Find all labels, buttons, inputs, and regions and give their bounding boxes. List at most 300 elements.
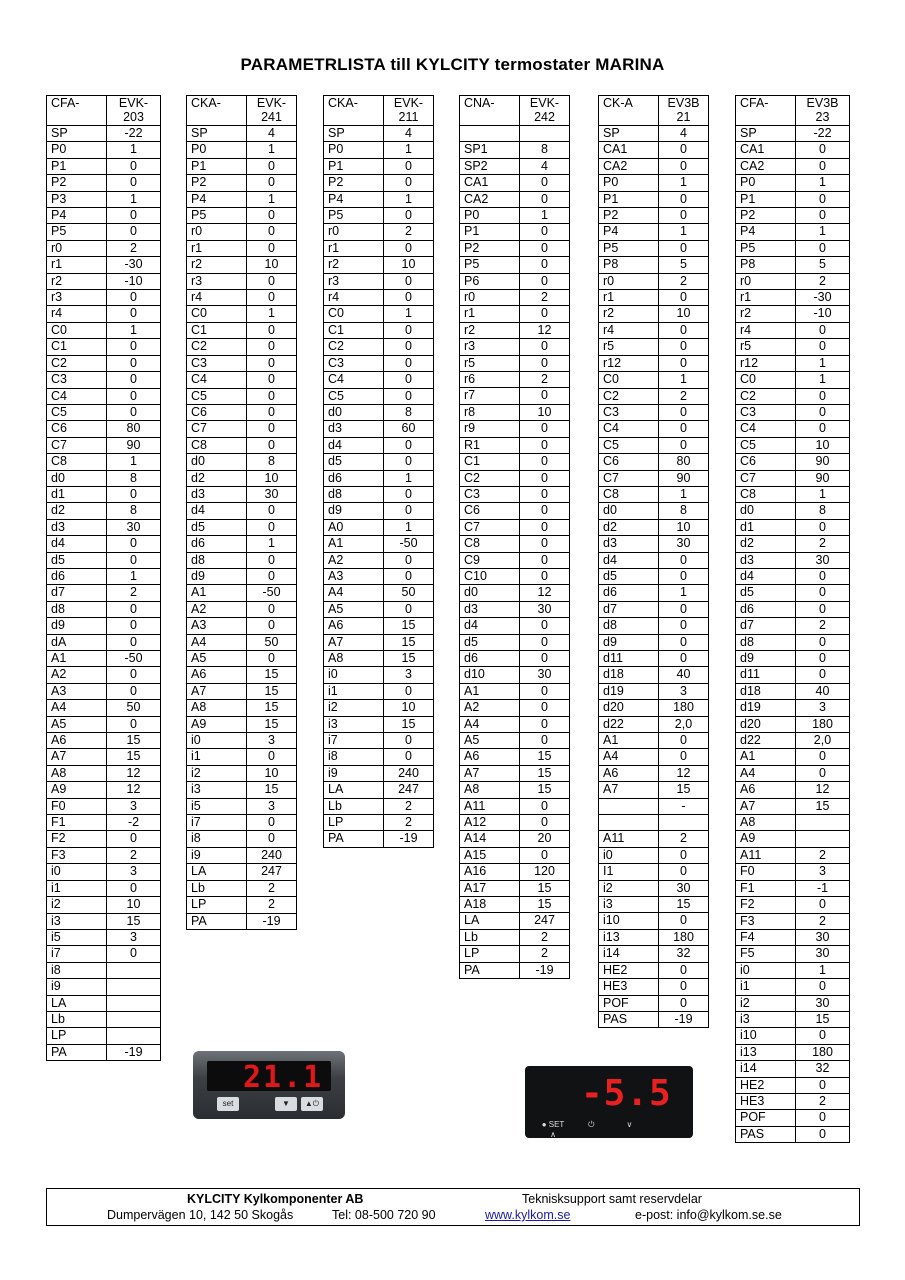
parameter-value: 0 <box>520 536 570 552</box>
parameter-value: 2 <box>384 798 434 814</box>
table-row <box>599 470 709 486</box>
parameter-value: 15 <box>520 782 570 798</box>
table-row <box>47 519 161 535</box>
parameter-value: 15 <box>384 716 434 732</box>
table-row <box>187 421 297 437</box>
table-row <box>324 191 434 207</box>
parameter-code: r0 <box>47 240 107 256</box>
parameter-code: C9 <box>460 552 520 568</box>
parameter-code: d7 <box>736 618 796 634</box>
parameter-value: 180 <box>659 929 709 945</box>
table-row <box>599 372 709 388</box>
table-row <box>187 470 297 486</box>
parameter-code: P2 <box>47 175 107 191</box>
table-row <box>460 847 570 863</box>
table-row <box>599 503 709 519</box>
parameter-value: 0 <box>520 454 570 470</box>
parameter-value: 0 <box>520 683 570 699</box>
parameter-value: 0 <box>247 224 297 240</box>
parameter-value: 0 <box>659 142 709 158</box>
parameter-code: d11 <box>736 667 796 683</box>
table-row <box>324 634 434 650</box>
table-row <box>324 568 434 584</box>
parameter-value: 3 <box>107 929 161 945</box>
table-row <box>736 290 850 306</box>
parameter-code: C1 <box>47 339 107 355</box>
parameter-code: P4 <box>736 224 796 240</box>
parameter-code: d2 <box>47 503 107 519</box>
parameter-value <box>796 831 850 847</box>
parameter-code: d9 <box>187 568 247 584</box>
table-row <box>460 782 570 798</box>
parameter-value: - <box>659 798 709 814</box>
table-row <box>736 126 850 142</box>
table-row <box>187 651 297 667</box>
table-row <box>599 454 709 470</box>
parameter-code: i0 <box>187 733 247 749</box>
table-row <box>599 946 709 962</box>
table-row <box>47 897 161 913</box>
parameter-code: d0 <box>324 404 384 420</box>
parameter-value: -19 <box>520 962 570 978</box>
table-row <box>187 404 297 420</box>
table-row <box>736 880 850 896</box>
parameter-value: 2 <box>796 913 850 929</box>
table-header-row <box>47 96 161 126</box>
parameter-table <box>735 95 850 1143</box>
parameter-code: P4 <box>47 208 107 224</box>
parameter-value: 0 <box>107 372 161 388</box>
table-row <box>599 749 709 765</box>
table-row <box>47 831 161 847</box>
parameter-value: 0 <box>247 355 297 371</box>
table-row <box>187 815 297 831</box>
parameter-code: d0 <box>187 454 247 470</box>
parameter-value: 0 <box>520 634 570 650</box>
parameter-value: -19 <box>384 831 434 847</box>
table-row <box>47 158 161 174</box>
table-row <box>460 240 570 256</box>
parameter-code: i1 <box>47 880 107 896</box>
table-row <box>324 273 434 289</box>
table-row <box>460 585 570 601</box>
parameter-code: A1 <box>460 683 520 699</box>
parameter-value: 0 <box>384 208 434 224</box>
address: Dumpervägen 10, 142 50 Skogås <box>107 1208 294 1222</box>
parameter-value: 2 <box>107 847 161 863</box>
parameter-value: 1 <box>107 142 161 158</box>
parameter-code: LA <box>47 995 107 1011</box>
parameter-code: C4 <box>187 372 247 388</box>
parameter-code: CA1 <box>460 175 520 191</box>
table-row <box>460 404 570 420</box>
parameter-code: P2 <box>736 208 796 224</box>
table-row <box>599 322 709 338</box>
parameter-value: 0 <box>520 716 570 732</box>
parameter-value: 0 <box>796 765 850 781</box>
parameter-value: 0 <box>384 733 434 749</box>
parameter-value: 30 <box>796 929 850 945</box>
table-row <box>736 929 850 945</box>
parameter-code: A7 <box>460 765 520 781</box>
model-prefix: CFA- <box>47 96 107 126</box>
table-row <box>324 749 434 765</box>
parameter-value: 0 <box>384 749 434 765</box>
parameter-value: 0 <box>796 1077 850 1093</box>
parameter-code: P1 <box>460 224 520 240</box>
parameter-value: 15 <box>384 618 434 634</box>
parameter-value: 0 <box>384 601 434 617</box>
parameter-code: d9 <box>324 503 384 519</box>
parameter-value: 2 <box>659 388 709 404</box>
parameter-value: 3 <box>796 700 850 716</box>
parameter-value: 2 <box>520 290 570 306</box>
parameter-code: i5 <box>187 798 247 814</box>
parameter-value: 15 <box>107 913 161 929</box>
parameter-value: 2,0 <box>659 716 709 732</box>
parameter-value: 15 <box>247 667 297 683</box>
parameter-code: i0 <box>599 847 659 863</box>
table-row <box>599 979 709 995</box>
table-row <box>599 765 709 781</box>
table-row <box>736 355 850 371</box>
table-row <box>47 601 161 617</box>
table-row <box>47 568 161 584</box>
table-row <box>187 273 297 289</box>
parameter-code: SP <box>599 126 659 142</box>
support-text: Teknisksupport samt reservdelar <box>522 1192 702 1206</box>
parameter-code: A2 <box>460 700 520 716</box>
parameter-value: 1 <box>247 142 297 158</box>
parameter-value: 15 <box>384 651 434 667</box>
parameter-code: d8 <box>736 634 796 650</box>
table-row <box>599 585 709 601</box>
table-row <box>47 995 161 1011</box>
parameter-code: d6 <box>599 585 659 601</box>
table-row <box>187 618 297 634</box>
parameter-code: R1 <box>460 437 520 453</box>
parameter-value: -10 <box>796 306 850 322</box>
parameter-value: 2 <box>796 847 850 863</box>
parameter-code: d4 <box>599 552 659 568</box>
parameter-value: 0 <box>384 503 434 519</box>
parameter-value: 10 <box>247 765 297 781</box>
parameter-value: 0 <box>520 175 570 191</box>
parameter-code: C4 <box>47 388 107 404</box>
parameter-value: 0 <box>796 1028 850 1044</box>
table-row <box>324 421 434 437</box>
parameter-value: 2 <box>384 815 434 831</box>
parameter-code: r1 <box>599 290 659 306</box>
parameter-value: 50 <box>247 634 297 650</box>
table-row <box>736 913 850 929</box>
table-row <box>324 486 434 502</box>
parameter-value: -50 <box>247 585 297 601</box>
parameter-value: 30 <box>659 536 709 552</box>
parameter-code: C8 <box>736 486 796 502</box>
parameter-code: CA2 <box>599 158 659 174</box>
parameter-value: 0 <box>247 273 297 289</box>
parameter-code: C0 <box>599 372 659 388</box>
parameter-value: 0 <box>107 486 161 502</box>
parameter-code: P5 <box>47 224 107 240</box>
parameter-code: i14 <box>599 946 659 962</box>
parameter-value <box>107 979 161 995</box>
parameter-code: i13 <box>599 929 659 945</box>
parameter-code: A6 <box>460 749 520 765</box>
parameter-value: 0 <box>520 847 570 863</box>
parameter-value: 0 <box>247 175 297 191</box>
table-row <box>47 290 161 306</box>
parameter-value: 15 <box>520 765 570 781</box>
parameter-code: i9 <box>324 765 384 781</box>
parameter-code: C3 <box>460 486 520 502</box>
parameter-code: A3 <box>187 618 247 634</box>
parameter-value: 15 <box>384 634 434 650</box>
table-row <box>47 322 161 338</box>
parameter-code: C2 <box>47 355 107 371</box>
parameter-value: 0 <box>659 979 709 995</box>
parameter-code: C5 <box>324 388 384 404</box>
parameter-value: 0 <box>520 618 570 634</box>
parameter-value: 2 <box>520 946 570 962</box>
parameter-code: i3 <box>47 913 107 929</box>
table-row <box>324 733 434 749</box>
parameter-code: A5 <box>187 651 247 667</box>
table-row <box>187 847 297 863</box>
parameter-value: 5 <box>659 257 709 273</box>
parameter-value: 240 <box>247 847 297 863</box>
table-row <box>599 733 709 749</box>
table-row <box>460 322 570 338</box>
parameter-code: i5 <box>47 929 107 945</box>
parameter-code: A8 <box>324 651 384 667</box>
parameter-value: 0 <box>796 897 850 913</box>
display-digits: 21.1 <box>243 1060 324 1095</box>
table-row <box>324 142 434 158</box>
table-row <box>47 257 161 273</box>
parameter-value: 0 <box>384 290 434 306</box>
parameter-code: F0 <box>736 864 796 880</box>
parameter-code: r7 <box>460 388 520 404</box>
table-row <box>599 847 709 863</box>
table-row <box>599 437 709 453</box>
table-row <box>460 929 570 945</box>
parameter-value: 0 <box>659 158 709 174</box>
parameter-value: 247 <box>384 782 434 798</box>
parameter-value: 0 <box>247 339 297 355</box>
up-button-image: ∧ <box>550 1130 556 1139</box>
parameter-value: 0 <box>384 454 434 470</box>
table-row <box>187 667 297 683</box>
parameter-value: 0 <box>384 355 434 371</box>
parameter-code: r5 <box>599 339 659 355</box>
parameter-code: PA <box>324 831 384 847</box>
parameter-value: 0 <box>520 339 570 355</box>
display-digits: -5.5 <box>581 1073 672 1114</box>
parameter-value: 10 <box>796 437 850 453</box>
table-row <box>47 946 161 962</box>
parameter-code: A2 <box>47 667 107 683</box>
parameter-code: r2 <box>324 257 384 273</box>
table-row <box>460 273 570 289</box>
website-link[interactable]: www.kylkom.se <box>485 1208 571 1222</box>
table-row <box>47 667 161 683</box>
parameter-code: r1 <box>47 257 107 273</box>
parameter-value: 0 <box>247 749 297 765</box>
parameter-code: d5 <box>324 454 384 470</box>
parameter-code: r6 <box>460 372 520 388</box>
down-button-image: ∨ <box>626 1120 633 1129</box>
parameter-value: 1 <box>796 175 850 191</box>
table-row <box>599 831 709 847</box>
parameter-code: P0 <box>47 142 107 158</box>
table-row <box>460 437 570 453</box>
parameter-value: 0 <box>247 831 297 847</box>
parameter-code: C7 <box>599 470 659 486</box>
table-row <box>736 519 850 535</box>
table-row <box>47 437 161 453</box>
parameter-value: 15 <box>659 897 709 913</box>
table-row <box>736 1126 850 1142</box>
parameter-code: P1 <box>47 158 107 174</box>
table-row <box>736 667 850 683</box>
table-row <box>599 618 709 634</box>
parameter-value: 8 <box>796 503 850 519</box>
parameter-value: 3 <box>107 864 161 880</box>
parameter-code: A6 <box>187 667 247 683</box>
table-row <box>324 388 434 404</box>
table-row <box>599 716 709 732</box>
parameter-value: 0 <box>659 552 709 568</box>
parameter-code: SP <box>736 126 796 142</box>
parameter-value: 3 <box>659 683 709 699</box>
parameter-value: 90 <box>796 454 850 470</box>
parameter-value: 10 <box>247 257 297 273</box>
parameter-value: 0 <box>520 421 570 437</box>
parameter-value: 0 <box>520 519 570 535</box>
parameter-value: 0 <box>796 142 850 158</box>
parameter-code: d9 <box>47 618 107 634</box>
parameter-code: SP <box>324 126 384 142</box>
parameter-value: 90 <box>107 437 161 453</box>
table-row <box>736 191 850 207</box>
parameter-code: r2 <box>599 306 659 322</box>
table-row <box>460 798 570 814</box>
parameter-code: d18 <box>599 667 659 683</box>
parameter-value: 0 <box>384 175 434 191</box>
parameter-code: i9 <box>187 847 247 863</box>
parameter-value: 0 <box>659 601 709 617</box>
table-row <box>599 880 709 896</box>
table-row <box>736 765 850 781</box>
table-row <box>324 158 434 174</box>
table-row <box>460 421 570 437</box>
table-row <box>460 339 570 355</box>
table-row <box>599 700 709 716</box>
parameter-code: P1 <box>187 158 247 174</box>
parameter-value: 0 <box>796 208 850 224</box>
parameter-code: HE2 <box>736 1077 796 1093</box>
parameter-code: C6 <box>460 503 520 519</box>
parameter-code: C2 <box>324 339 384 355</box>
parameter-code: A3 <box>47 683 107 699</box>
table-row <box>324 257 434 273</box>
parameter-value: 15 <box>247 782 297 798</box>
table-row <box>736 568 850 584</box>
table-row <box>599 142 709 158</box>
table-row <box>47 700 161 716</box>
table-row <box>324 798 434 814</box>
parameter-code: P1 <box>324 158 384 174</box>
parameter-code: d1 <box>736 519 796 535</box>
parameter-value: -10 <box>107 273 161 289</box>
parameter-value: 0 <box>520 486 570 502</box>
parameter-code: d5 <box>460 634 520 650</box>
table-row <box>187 749 297 765</box>
parameter-value: 180 <box>796 716 850 732</box>
table-row <box>460 880 570 896</box>
parameter-value: 1 <box>247 191 297 207</box>
table-row <box>47 733 161 749</box>
parameter-value: 0 <box>107 290 161 306</box>
parameter-code: P0 <box>460 208 520 224</box>
parameter-code: r0 <box>460 290 520 306</box>
parameter-code: A6 <box>47 733 107 749</box>
table-row <box>460 650 570 666</box>
parameter-code: Lb <box>460 929 520 945</box>
parameter-code: d19 <box>736 700 796 716</box>
table-row <box>736 962 850 978</box>
parameter-value: 2 <box>247 897 297 913</box>
parameter-code: r9 <box>460 421 520 437</box>
parameter-value: 1 <box>247 536 297 552</box>
table-row <box>187 175 297 191</box>
parameter-code: r5 <box>460 355 520 371</box>
table-row <box>187 322 297 338</box>
parameter-value: 3 <box>796 864 850 880</box>
table-row <box>47 240 161 256</box>
parameter-code: d3 <box>47 519 107 535</box>
parameter-value: 0 <box>520 257 570 273</box>
table-row <box>736 733 850 749</box>
table-row <box>460 355 570 371</box>
table-row <box>599 224 709 240</box>
table-row <box>460 815 570 831</box>
parameter-value: 15 <box>520 897 570 913</box>
parameter-code: CA1 <box>736 142 796 158</box>
set-button-image: set <box>217 1097 239 1111</box>
parameter-code: A1 <box>736 749 796 765</box>
parameter-value: 1 <box>384 470 434 486</box>
parameter-code: i3 <box>324 716 384 732</box>
table-row <box>47 306 161 322</box>
parameter-code: d8 <box>324 486 384 502</box>
parameter-code: I1 <box>599 864 659 880</box>
table-row <box>736 1061 850 1077</box>
parameter-value: 0 <box>796 240 850 256</box>
parameter-code: P5 <box>599 240 659 256</box>
parameter-code: A0 <box>324 519 384 535</box>
parameter-code: d18 <box>736 683 796 699</box>
parameter-code: i10 <box>599 913 659 929</box>
parameter-value: 0 <box>659 847 709 863</box>
table-row <box>736 1044 850 1060</box>
table-row <box>47 454 161 470</box>
parameter-value: 15 <box>796 1011 850 1027</box>
model-prefix: CKA- <box>187 96 247 126</box>
parameter-value: 0 <box>384 240 434 256</box>
